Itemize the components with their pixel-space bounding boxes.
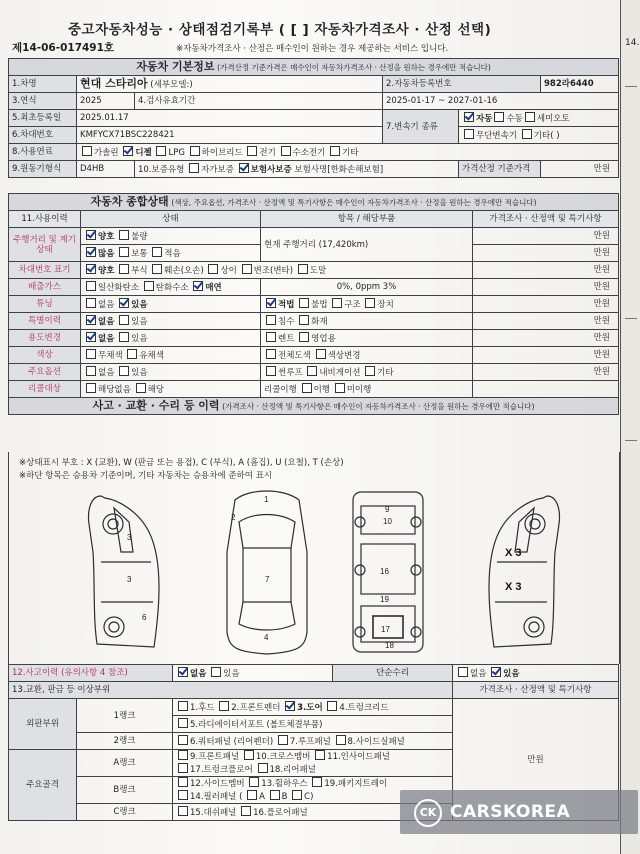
checkbox-fuel-5[interactable] (281, 146, 291, 156)
label-accident-history: 12.사고이력 (유의사항 4 참조) (9, 665, 173, 682)
checkbox-color-change[interactable] (316, 349, 326, 359)
checkbox-undone[interactable] (335, 383, 345, 393)
part-inside-panel: 11.인사이드패널 (327, 752, 390, 762)
checkbox-inside-panel[interactable] (315, 750, 325, 760)
rank2-row (173, 733, 453, 750)
watermark-text: CARSKOREA (450, 802, 571, 822)
special-flood: 침수 (278, 316, 295, 327)
checkbox-door[interactable] (285, 701, 295, 711)
fuel-2: LPG (168, 147, 185, 158)
opt-many: 많음 (98, 248, 115, 259)
mileage-status (81, 245, 261, 262)
checkbox-fuel-2[interactable] (156, 146, 166, 156)
label-plate: 2.자동차등록번호 (383, 76, 541, 93)
color-details (261, 347, 473, 364)
simple-repair-options (453, 665, 619, 682)
status-symbols-note: ※상태표시 부호 : X (교환), W (판금 또는 용접), C (부식), A (흠집), U (요철), T (손상) (19, 458, 344, 468)
page-title: 중고자동차성능 · 상태점검기록부 ( [ ] 자동차가격조사 · 산정 선택) (68, 22, 492, 38)
part-radiator: 5.라디에이터서포트 (볼트체결부품) (190, 719, 323, 730)
label-tuning: 튜닝 (9, 296, 81, 313)
checkbox-fuel-4[interactable] (247, 146, 257, 156)
overall-subtitle: (색상, 주요옵션, 가격조사 · 산정액 및 특기사항은 매수인이 자동차가격조사 · 산정을 원하는 경우에만 적습니다) (171, 197, 537, 207)
part-pillar: 14.필러패널 ( (190, 792, 243, 802)
accident-yes: 있음 (223, 668, 240, 679)
overall-status-table (8, 193, 619, 415)
basic-info-header (9, 59, 619, 76)
part-label-7: 7 (265, 575, 270, 584)
label-vin-mark: 차대번호 표기 (9, 262, 81, 279)
col-price-note: 가격조사 · 산정액 및 특기사항 (473, 211, 619, 228)
color-chrom: 유채색 (139, 350, 164, 361)
price-recall (473, 381, 619, 398)
engine-value: D4HB (77, 161, 135, 178)
special-fire: 화재 (311, 316, 328, 327)
checkbox-full-paint[interactable] (266, 349, 276, 359)
passenger-car-note: ※하단 항목은 승용차 기준이며, 기타 자동차는 승용차에 준하여 표시 (19, 471, 273, 481)
exchange-price-value: 만원 (453, 699, 619, 821)
label-recall: 리콜대상 (9, 381, 81, 398)
label-special: 특별이력 (9, 313, 81, 330)
checkbox-roof[interactable] (278, 735, 288, 745)
purpose-business: 영업용 (311, 333, 336, 344)
special-yes: 있음 (131, 316, 148, 327)
label-validity: 4.검사유효기간 (135, 93, 383, 110)
emission-smoke: 매연 (205, 282, 222, 293)
header-note: ※자동차가격조사 · 산정은 매수인이 원하는 경우 제공하는 서비스 입니다. (176, 44, 449, 54)
label-fuel: 8.사용연료 (9, 144, 77, 161)
checkbox-front-fender[interactable] (219, 701, 229, 711)
options-yes: 있음 (131, 367, 148, 378)
checkbox-few[interactable] (152, 247, 162, 257)
warranty-cell (135, 161, 459, 178)
checkbox-many[interactable] (86, 247, 96, 257)
special-options (81, 313, 261, 330)
accident-options (173, 665, 333, 682)
basic-info-table (8, 58, 619, 178)
checkbox-auto[interactable] (464, 112, 474, 122)
emission-values: 0%, 0ppm 3% (261, 279, 473, 296)
checkbox-business[interactable] (299, 332, 309, 342)
checkbox-navi[interactable] (307, 366, 317, 376)
purpose-details (261, 330, 473, 347)
checkbox-pillar-b[interactable] (270, 790, 280, 800)
checkbox-hood[interactable] (178, 701, 188, 711)
checkbox-fire[interactable] (299, 315, 309, 325)
emission-hc: 탄화수소 (155, 282, 189, 293)
part-roof: 7.루프패널 (289, 736, 331, 747)
plate-number: 982라6440 (541, 76, 619, 93)
col-usage-history: 11.사용이력 (9, 211, 81, 228)
checkbox-other[interactable] (522, 129, 532, 139)
checkbox-accident-yes[interactable] (211, 667, 221, 677)
part-floor: 16.플로어패널 (253, 807, 308, 818)
car-name-value: 현대 스타리아 (80, 76, 148, 90)
options-other: 기타 (377, 367, 394, 378)
checkbox-good[interactable] (86, 230, 96, 240)
checkbox-flood[interactable] (266, 315, 276, 325)
label-rankA: A랭크 (77, 750, 173, 777)
checkbox-vin-4[interactable] (242, 264, 252, 274)
options-none: 없음 (98, 367, 115, 378)
warranty-company: 보험사명[한화손해보험] (294, 164, 384, 175)
checkbox-semi[interactable] (525, 112, 535, 122)
rankA-row (173, 750, 453, 777)
checkbox-co[interactable] (86, 281, 96, 291)
trans-row2: 무단변속기 기타( ) (459, 127, 619, 144)
label-emission: 배출가스 (9, 279, 81, 296)
checkbox-vin-5[interactable] (298, 264, 308, 274)
part-trunk-lid: 4.트렁크리드 (339, 702, 389, 713)
trans-semi: 세미오토 (536, 113, 570, 124)
label-engine: 9.원동기형식 (9, 161, 77, 178)
right-side-view (489, 496, 560, 647)
price-options: 만원 (473, 364, 619, 381)
recall-undone: 미이행 (346, 384, 372, 395)
part-rear-panel: 18.리어패널 (269, 765, 316, 775)
checkbox-recall-none[interactable] (86, 383, 96, 393)
checkbox-quarter[interactable] (178, 735, 188, 745)
vin-opt-5: 도말 (309, 265, 327, 276)
opt-good: 양호 (98, 231, 115, 242)
checkbox-radiator[interactable] (178, 718, 188, 728)
part-label-16: 16 (380, 567, 389, 576)
tuning-illegal: 불법 (311, 299, 328, 310)
label-options: 주요옵션 (9, 364, 81, 381)
left-side-view (89, 496, 160, 647)
vin-opt-4: 변조(변타) (253, 265, 294, 276)
checkbox-device[interactable] (365, 298, 375, 308)
checkbox-normal[interactable] (119, 247, 129, 257)
sr-yes: 있음 (503, 668, 520, 679)
special-details (261, 313, 473, 330)
checkbox-hc[interactable] (144, 281, 154, 291)
checkbox-structure[interactable] (332, 298, 342, 308)
checkbox-smoke[interactable] (193, 281, 203, 291)
car-name (77, 76, 383, 93)
price-tuning: 만원 (473, 296, 619, 313)
checkbox-bad[interactable] (119, 230, 129, 240)
document-number: 제14-06-017491호 (12, 42, 115, 54)
checkbox-package-tray[interactable] (312, 777, 322, 787)
color-full-paint: 전체도색 (278, 350, 311, 361)
options-sunroof: 썬루프 (278, 367, 303, 378)
checkbox-vin-2[interactable] (152, 264, 162, 274)
label-car-name: 1.차명 (9, 76, 77, 93)
label-outer-panels: 외판부위 (9, 699, 77, 750)
color-change: 색상변경 (327, 350, 361, 361)
checkbox-warranty-self[interactable] (189, 163, 199, 173)
checkbox-fuel-0[interactable] (82, 146, 92, 156)
checkbox-floor[interactable] (241, 806, 251, 816)
opt-few: 적음 (164, 248, 181, 259)
part-label-3: 3 (127, 533, 132, 542)
label-purpose: 용도변경 (9, 330, 81, 347)
overall-title: 자동차 종합상태 (90, 194, 169, 208)
checkbox-options-yes[interactable] (119, 366, 129, 376)
checkbox-sr-none[interactable] (458, 667, 468, 677)
checkbox-side-sill[interactable] (336, 735, 346, 745)
fuel-6: 기타 (342, 147, 359, 158)
next-page-label: 14. (625, 38, 640, 48)
opt-bad: 불량 (131, 231, 148, 242)
price-mileage-2: 만원 (473, 245, 619, 262)
col-item: 항목 / 해당부품 (261, 211, 473, 228)
trans-other: 기타( (533, 130, 554, 141)
checkbox-special-yes[interactable] (119, 315, 129, 325)
mark-exchange-2: X 3 (505, 581, 522, 593)
vin-mark-options (81, 262, 473, 279)
car-diagrams-svg (9, 452, 619, 664)
vin-value: KMFYCX71BSC228421 (77, 127, 383, 144)
trans-row1 (459, 110, 619, 127)
recall-done: 이행 (313, 384, 330, 395)
top-view (227, 491, 307, 654)
carskorea-logo-icon: CK (414, 799, 442, 827)
checkbox-cross-member[interactable] (244, 750, 254, 760)
checkbox-vin-0[interactable] (86, 264, 96, 274)
checkbox-wheel-house[interactable] (249, 777, 259, 787)
recall-options (81, 381, 261, 398)
checkbox-options-none[interactable] (86, 366, 96, 376)
purpose-rent: 렌트 (278, 333, 295, 344)
part-hood: 1.후드 (190, 702, 215, 713)
fuel-1: 디젤 (135, 147, 152, 158)
col-status: 상태 (81, 211, 261, 228)
price-purpose: 만원 (473, 330, 619, 347)
checkbox-purpose-none[interactable] (86, 332, 96, 342)
fuel-4: 전기 (259, 147, 276, 158)
fuel-options (77, 144, 619, 161)
vin-opt-3: 상이 (220, 265, 237, 276)
year-value: 2025 (77, 93, 135, 110)
checkbox-vin-3[interactable] (208, 264, 218, 274)
accident-title: 사고 · 교환 · 수리 등 이력 (92, 398, 220, 412)
part-front-panel: 9.프론트패널 (190, 752, 240, 762)
part-package-tray: 19.패키지트레이 (324, 779, 388, 789)
current-mileage: 현재 주행거리 (17,420km) (261, 228, 473, 262)
overall-header (9, 194, 619, 211)
label-rankC: C랭크 (77, 804, 173, 821)
price-emission: 만원 (473, 279, 619, 296)
label-simple-repair: 단순수리 (333, 665, 453, 682)
options-details (261, 364, 473, 381)
car-submodel: (세부모델:) (150, 79, 193, 90)
checkbox-tuning-yes[interactable] (119, 298, 129, 308)
meter-status (81, 228, 261, 245)
vin-opt-0: 양호 (98, 265, 115, 276)
checkbox-warranty-ins[interactable] (239, 163, 249, 173)
part-label-18: 18 (385, 641, 394, 650)
price-color: 만원 (473, 347, 619, 364)
checkbox-rear-panel[interactable] (258, 763, 268, 773)
recall-done-label: 리콜이행 (264, 384, 297, 395)
accident-header (9, 398, 619, 415)
recall-none: 해당없음 (98, 384, 131, 395)
part-label-1: 1 (264, 495, 269, 504)
checkbox-done[interactable] (302, 383, 312, 393)
checkbox-vin-1[interactable] (119, 264, 129, 274)
edge-line (625, 318, 637, 319)
car-diagram-area (8, 452, 620, 664)
part-label-3b: 3 (127, 575, 132, 584)
part-label-19: 19 (380, 595, 389, 604)
section-subtitle: (가격산정 기준가격은 매수인이 자동차가격조사 · 산정을 원하는 경우에만 적습니다) (217, 62, 491, 72)
label-mileage: 주행거리 및 계기상태 (9, 228, 81, 262)
emission-options (81, 279, 261, 296)
label-warranty: 10.보증유형 (138, 164, 185, 175)
validity-value: 2025-01-17 ~ 2027-01-16 (383, 93, 619, 110)
rank1-row2 (173, 716, 453, 733)
checkbox-pillar[interactable] (178, 790, 188, 800)
color-options (81, 347, 261, 364)
part-door: 3.도어 (297, 702, 323, 713)
pillar-b: B (281, 792, 288, 802)
label-year: 3.연식 (9, 93, 77, 110)
opt-normal: 보통 (131, 248, 148, 259)
checkbox-fuel-3[interactable] (190, 146, 200, 156)
tuning-details (261, 296, 473, 313)
part-trunk-floor: 17.트렁크플로어 (190, 765, 253, 775)
price-special: 만원 (473, 313, 619, 330)
document-header (8, 6, 616, 58)
vin-opt-1: 부식 (131, 265, 148, 276)
warranty-self: 자가보증 (201, 164, 234, 175)
watermark (400, 790, 638, 834)
part-dash: 15.대쉬패널 (190, 807, 237, 818)
trans-auto: 자동 (476, 113, 493, 124)
checkbox-special-none[interactable] (86, 315, 96, 325)
checkbox-recall-yes[interactable] (136, 383, 146, 393)
trans-cvt: 무단변속기 (476, 130, 518, 141)
tuning-structure: 구조 (344, 299, 361, 310)
label-color: 색상 (9, 347, 81, 364)
section-title: 자동차 기본정보 (136, 59, 215, 73)
tuning-device: 장치 (377, 299, 394, 310)
warranty-ins: 보험사보증 (250, 164, 292, 175)
checkbox-pillar-a[interactable] (247, 790, 257, 800)
label-first-reg: 5.최초등록일 (9, 110, 77, 127)
part-side-member: 12.사이드멤버 (190, 779, 245, 789)
pillar-c: C) (304, 792, 314, 802)
part-label-9: 9 (385, 505, 390, 514)
emission-co: 일산화탄소 (98, 282, 140, 293)
part-wheel-house: 13.휠하우스 (261, 779, 308, 789)
accident-subtitle: (가격조사 · 산정액 및 특기사항은 매수인이 자동차가격조사 · 산정을 원하는 경우에만 적습니다) (222, 401, 535, 411)
tuning-none: 없음 (98, 299, 115, 310)
tuning-yes: 있음 (131, 299, 148, 310)
tuning-legal: 적법 (278, 299, 295, 310)
checkbox-trunk-floor[interactable] (178, 763, 188, 773)
checkbox-sunroof[interactable] (266, 366, 276, 376)
checkbox-dash[interactable] (178, 806, 188, 816)
color-achrom: 무채색 (98, 350, 123, 361)
label-rank1: 1랭크 (77, 699, 173, 733)
edge-line (625, 86, 637, 87)
tuning-options (81, 296, 261, 313)
price-vin: 만원 (473, 262, 619, 279)
price-mileage-1: 만원 (473, 228, 619, 245)
checkbox-cvt[interactable] (464, 129, 474, 139)
fuel-5: 수소전기 (292, 147, 326, 158)
checkbox-illegal[interactable] (299, 298, 309, 308)
part-side-sill: 8.사이드실패널 (347, 736, 405, 747)
part-label-17: 17 (381, 625, 390, 634)
accident-none: 없음 (190, 668, 207, 679)
checkbox-sr-yes[interactable] (491, 667, 501, 677)
checkbox-pillar-c[interactable] (292, 790, 302, 800)
trans-manual: 수동 (506, 113, 523, 124)
checkbox-tuning-none[interactable] (86, 298, 96, 308)
label-price-basis: 가격산정 기준가격 (459, 161, 541, 178)
recall-yes: 해당 (147, 384, 164, 395)
mark-exchange-1: X 3 (505, 547, 522, 559)
first-reg-value: 2025.01.17 (77, 110, 383, 127)
price-basis-value: 만원 (541, 161, 619, 178)
fuel-3: 하이브리드 (201, 147, 243, 158)
vin-opt-2: 훼손(오손) (164, 265, 204, 276)
part-front-fender: 2.프론트펜더 (231, 702, 281, 713)
next-page-edge (620, 0, 640, 854)
options-options (81, 364, 261, 381)
checkbox-fuel-1[interactable] (123, 146, 133, 156)
checkbox-accident-none[interactable] (178, 667, 188, 677)
part-label-10: 10 (383, 517, 392, 526)
label-exchange-parts: 13.교환, 판금 등 이상부위 (9, 682, 453, 699)
part-label-4: 4 (264, 633, 269, 642)
pillar-a: A (259, 792, 265, 802)
checkbox-fuel-6[interactable] (330, 146, 340, 156)
label-transmission: 7.변속기 종류 (383, 110, 459, 144)
options-navi: 내비게이션 (319, 367, 361, 378)
purpose-options (81, 330, 261, 347)
checkbox-front-panel[interactable] (178, 750, 188, 760)
checkbox-chrom[interactable] (127, 349, 137, 359)
checkbox-manual[interactable] (494, 112, 504, 122)
label-exchange-price: 가격조사 · 산정액 및 특기사항 (453, 682, 619, 699)
recall-details (261, 381, 473, 398)
label-major-frame: 주요골격 (9, 750, 77, 821)
purpose-none: 없음 (98, 333, 115, 344)
part-label-6: 6 (142, 613, 147, 622)
special-none: 없음 (98, 316, 115, 327)
part-cross-member: 10.크로스멤버 (255, 752, 311, 762)
edge-line (625, 440, 637, 441)
checkbox-achrom[interactable] (86, 349, 96, 359)
checkbox-rent[interactable] (266, 332, 276, 342)
checkbox-options-other[interactable] (365, 366, 375, 376)
part-quarter: 6.쿼터패널 (리어펜더) (190, 736, 274, 747)
checkbox-purpose-yes[interactable] (119, 332, 129, 342)
label-rank2: 2랭크 (77, 733, 173, 750)
checkbox-legal[interactable] (266, 298, 276, 308)
label-vin: 6.차대번호 (9, 127, 77, 144)
purpose-yes: 있음 (131, 333, 148, 344)
checkbox-side-member[interactable] (178, 777, 188, 787)
fuel-0: 가솔린 (94, 147, 119, 158)
part-label-2: 2 (231, 513, 236, 522)
checkbox-trunk-lid[interactable] (327, 701, 337, 711)
sr-none: 없음 (470, 668, 487, 679)
rank1-row1 (173, 699, 453, 716)
label-rankB: B랭크 (77, 777, 173, 804)
